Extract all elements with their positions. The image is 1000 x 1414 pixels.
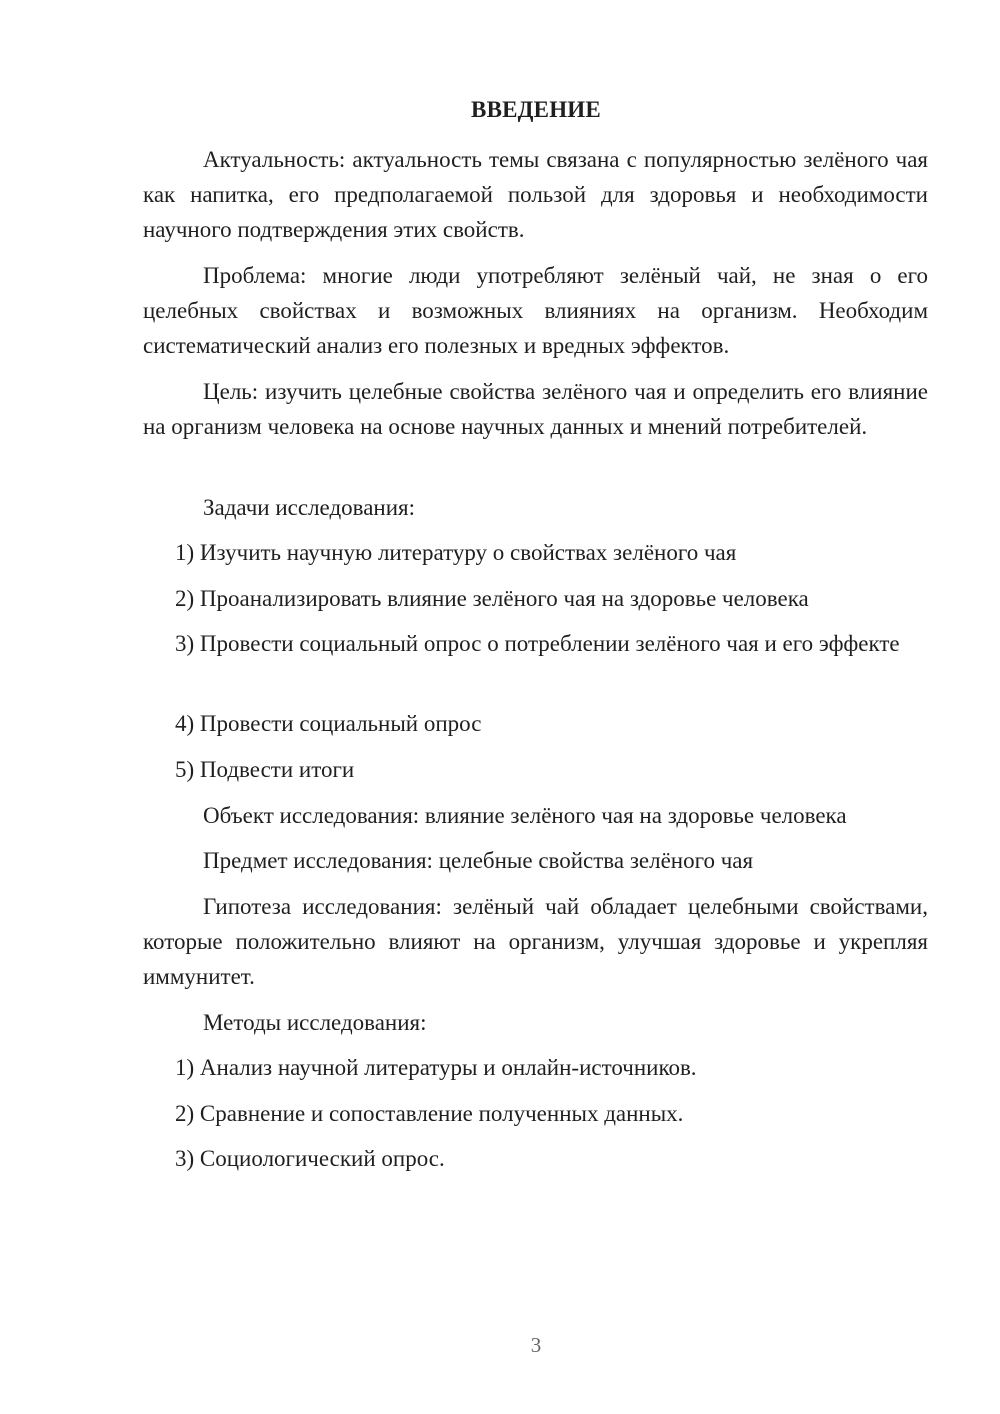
method-item: 1) Анализ научной литературы и онлайн-источников.: [175, 1055, 697, 1080]
problem-paragraph: Проблема: многие люди употребляют зелёный чай, не зная о его целебных свойствах и возможных влияниях на организм. Необходим систематический анализ его полезных и вредных эффектов.: [143, 263, 928, 358]
relevance-paragraph: Актуальность: актуальность темы связана с популярностью зелёного чая как напитка, его предполагаемой пользой для здоровья и необходимости научного подтверждения этих свойств.: [143, 147, 928, 242]
tasks-label: Задачи исследования:: [203, 495, 416, 520]
task-item: 1) Изучить научную литературу о свойствах зелёного чая: [175, 540, 737, 565]
hypothesis-paragraph: Гипотеза исследования: зелёный чай обладает целебными свойствами, которые положительно влияют на организм, улучшая здоровье и укрепляя иммунитет.: [143, 894, 928, 989]
goal-paragraph: Цель: изучить целебные свойства зелёного чая и определить его влияние на организм человека на основе научных данных и мнений потребителей.: [143, 379, 928, 439]
page-number: 3: [530, 1333, 542, 1357]
page-title: ВВЕДЕНИЕ: [471, 97, 601, 122]
task-item: 5) Подвести итоги: [175, 757, 355, 782]
method-item: 3) Социологический опрос.: [175, 1146, 445, 1171]
subject-statement: Предмет исследования: целебные свойства зелёного чая: [203, 848, 754, 873]
task-item: 2) Проанализировать влияние зелёного чая на здоровье человека: [175, 586, 809, 611]
task-item: 4) Провести социальный опрос: [175, 711, 482, 736]
method-item: 2) Сравнение и сопоставление полученных данных.: [175, 1101, 684, 1126]
task-item: 3) Провести социальный опрос о потреблении зелёного чая и его эффекте: [175, 631, 900, 656]
object-statement: Объект исследования: влияние зелёного чая на здоровье человека: [203, 803, 847, 828]
methods-label: Методы исследования:: [203, 1010, 427, 1035]
